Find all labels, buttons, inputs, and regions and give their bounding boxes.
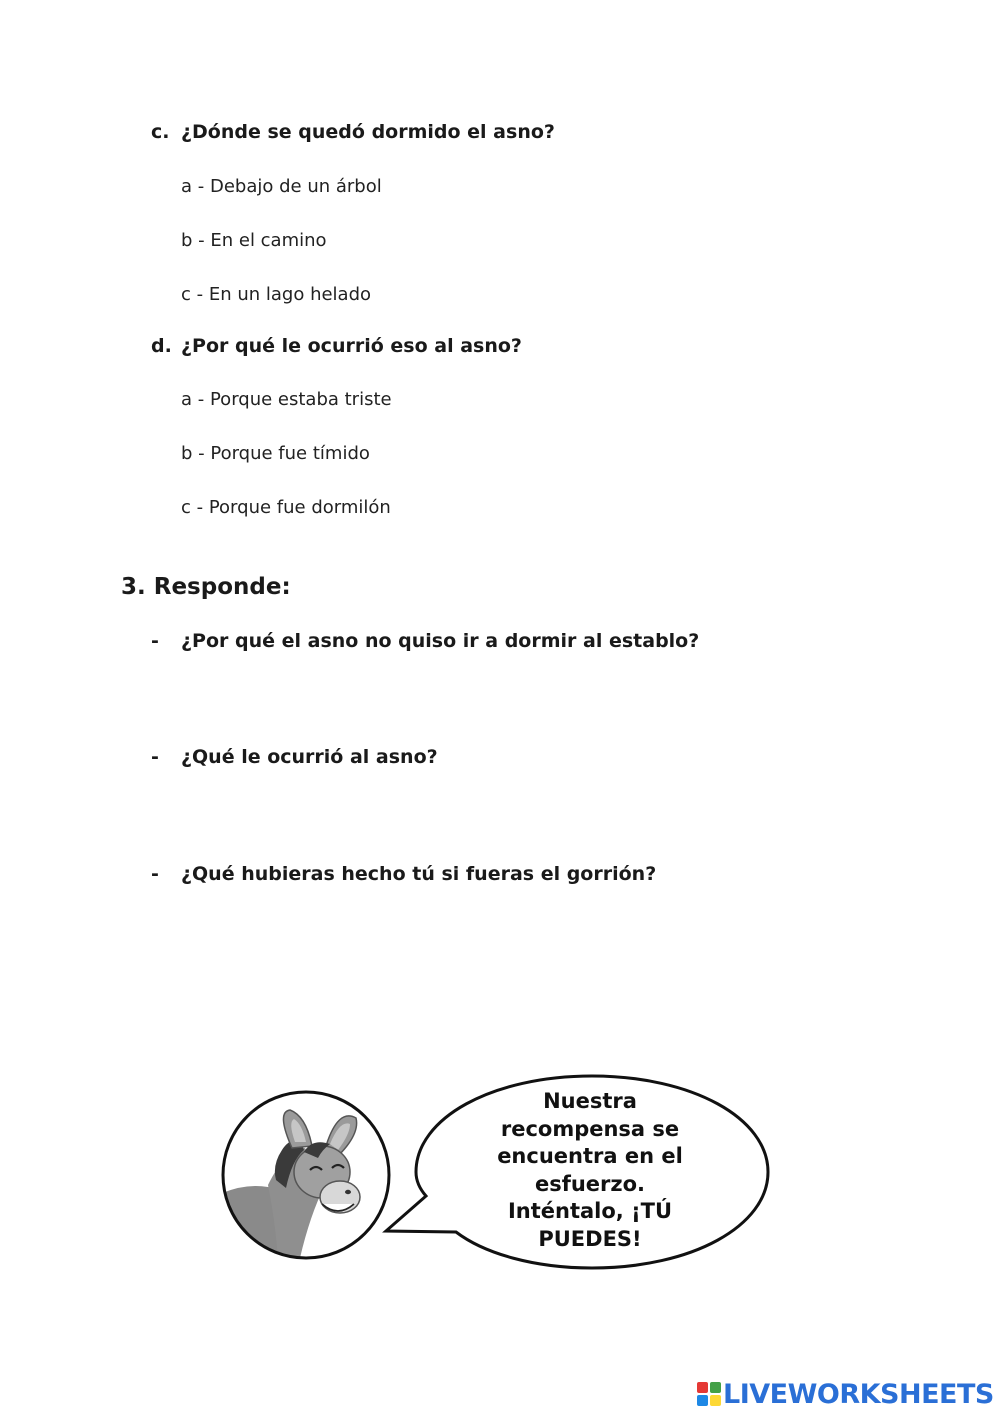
bubble-line: PUEDES! [538,1226,642,1251]
bubble-line: esfuerzo. [534,1171,646,1196]
donkey-icon [218,1110,360,1262]
question-c-option-b: b - En el camino [181,230,327,251]
liveworksheets-logo-icon [697,1382,721,1406]
question-c-letter: c. [151,121,170,143]
question-c-option-a: a - Debajo de un árbol [181,176,382,197]
answer-2-dash: - [151,746,159,768]
question-c-option-c: c - En un lago helado [181,284,372,305]
section-3-title: 3. Responde: [121,574,291,600]
liveworksheets-wordmark: LIVEWORKSHEETS [723,1378,994,1410]
answer-3-dash: - [151,863,159,885]
question-d-letter: d. [151,335,172,357]
question-d-text: ¿Por qué le ocurrió eso al asno? [181,335,522,357]
answer-1-dash: - [151,630,159,652]
bubble-line: encuentra en el [497,1144,683,1168]
question-d-option-a: a - Porque estaba triste [181,389,392,410]
bubble-line: Nuestra [543,1089,637,1113]
bubble-line: Inténtalo, ¡TÚ [507,1199,673,1223]
answer-2-question: ¿Qué le ocurrió al asno? [181,746,438,768]
answer-1-question: ¿Por qué el asno no quiso ir a dormir al establo? [181,630,700,652]
question-d-option-b: b - Porque fue tímido [181,443,370,464]
bubble-line: recompensa se [500,1116,680,1141]
question-d-option-c: c - Porque fue dormilón [181,497,391,518]
answer-3-question: ¿Qué hubieras hecho tú si fueras el gorrión? [181,863,657,885]
liveworksheets-brand[interactable] [697,1376,994,1412]
speech-bubble-text [472,1088,708,1253]
question-c-text: ¿Dónde se quedó dormido el asno? [181,121,555,143]
